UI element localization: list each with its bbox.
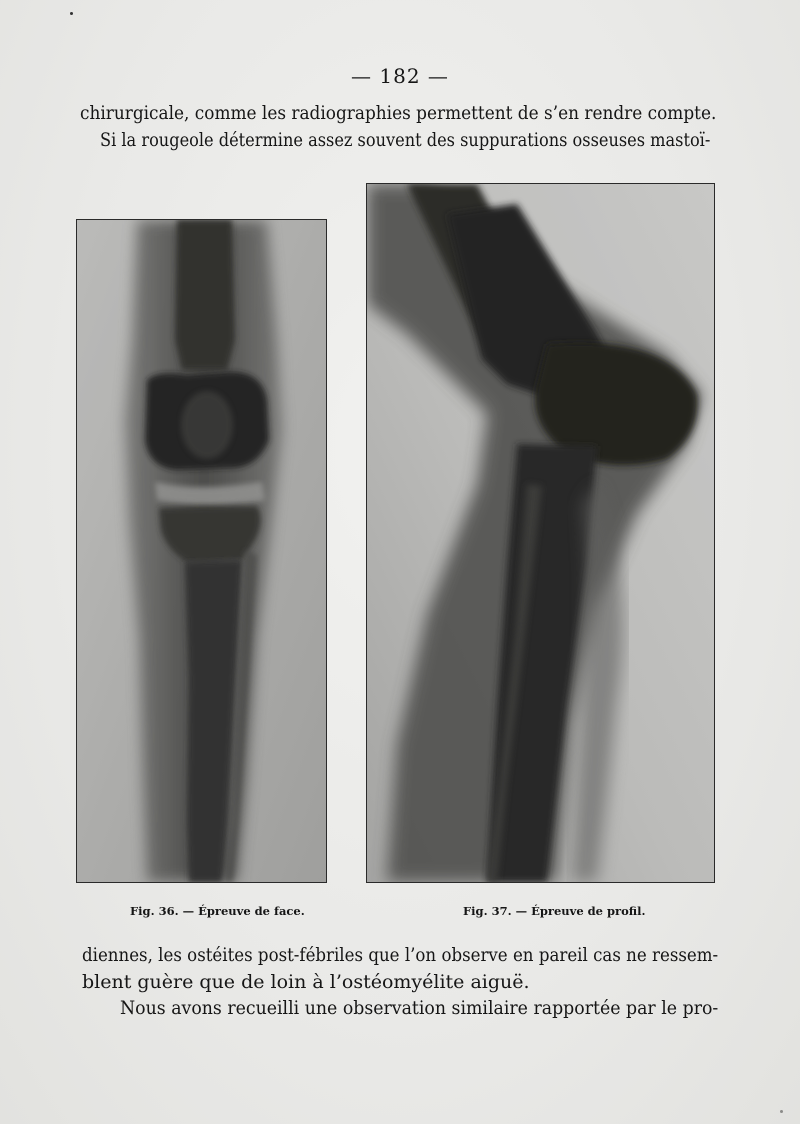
figure-36-caption: Fig. 36. — Épreuve de face.: [130, 904, 305, 918]
knee-front-xray-image: [77, 220, 326, 882]
knee-profile-xray-image: [367, 184, 714, 882]
figure-37-radiograph: [366, 183, 715, 883]
scan-speck: [780, 1110, 783, 1113]
scan-speck: [70, 12, 73, 15]
body-line-2: Si la rougeole détermine assez souvent des suppurations osseuses mastoï-: [100, 129, 711, 151]
body-line-5: Nous avons recueilli une observation similaire rapportée par le pro-: [120, 997, 719, 1019]
body-line-1: chirurgicale, comme les radiographies permettent de s’en rendre compte.: [80, 102, 717, 124]
figure-37-caption: Fig. 37. — Épreuve de profil.: [463, 904, 646, 918]
body-line-3: diennes, les ostéites post-fébriles que l’on observe en pareil cas ne ressem-: [82, 944, 719, 966]
figure-36-radiograph: [76, 219, 327, 883]
body-line-4: blent guère que de loin à l’ostéomyélite aiguë.: [82, 971, 530, 993]
page-number: — 182 —: [351, 64, 449, 88]
